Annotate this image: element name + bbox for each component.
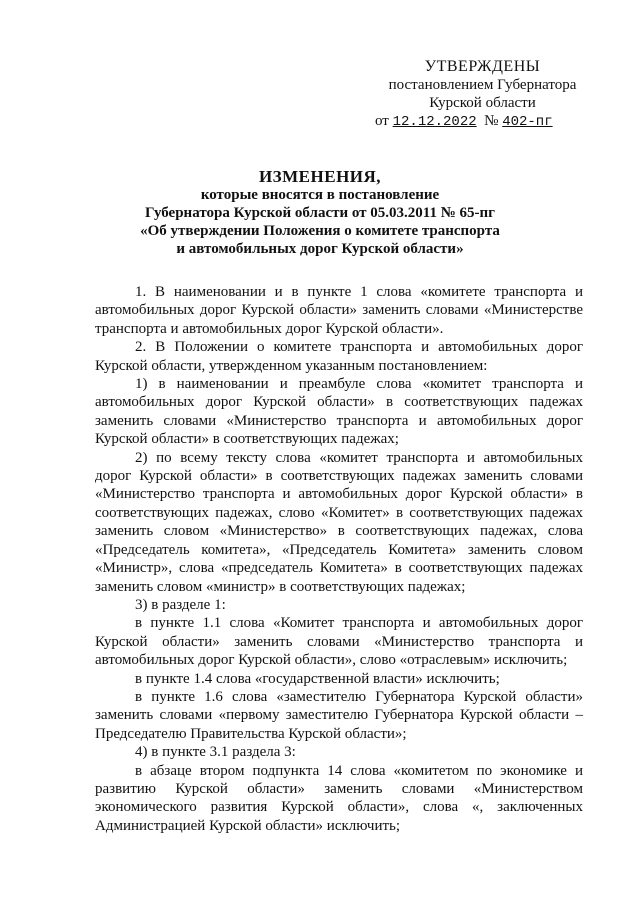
title-line-1: ИЗМЕНЕНИЯ,: [258, 167, 382, 186]
title-line-4: «Об утверждении Положения о комитете транспорта: [140, 223, 500, 239]
approval-block: [375, 58, 590, 131]
document-body: [95, 283, 583, 835]
paragraph-7: в пункте 1.4 слова «государственной власти» исключить;: [135, 670, 500, 687]
paragraph-10: в абзаце втором подпункта 14 слова «комитетом по экономике и развитию Курской области» заменить словами «Министерством экономического развития Курской области», слова «, заключенных Администрацией Курской области» исключить;: [95, 762, 583, 834]
approval-line-2: Курской области: [429, 95, 536, 111]
paragraph-5: 3) в разделе 1:: [135, 596, 226, 613]
paragraph-6: в пункте 1.1 слова «Комитет транспорта и автомобильных дорог Курской области» заменить словами «Министерство транспорта и автомобильных дорог Курской области», слово «отраслевым» исключить;: [95, 615, 583, 669]
paragraph-2: 2. В Положении о комитете транспорта и автомобильных дорог Курской области, утвержденном указанным постановлением:: [95, 339, 583, 374]
approval-line-1: постановлением Губернатора: [388, 77, 577, 93]
approval-date: 12.12.2022: [392, 114, 477, 130]
title-line-3: Губернатора Курской области от 05.03.2011 № 65-пг: [144, 205, 495, 221]
paragraph-3: 1) в наименовании и преамбуле слова «комитет транспорта и автомобильных дорог Курской области» в соответствующих падежах заменить словами «Министерство транспорта и автомобильных дорог Курской области» в соответствующих падежах;: [95, 376, 583, 448]
date-prefix: от: [375, 113, 389, 129]
paragraph-8: в пункте 1.6 слова «заместителю Губернатора Курской области» заменить словами «первому заместителю Губернатора Курской области – Председателю Правительства Курской области»;: [95, 688, 583, 742]
number-prefix: №: [484, 113, 499, 129]
document-title: [95, 168, 545, 258]
approval-date-line: [375, 112, 590, 131]
title-line-2: которые вносятся в постановление: [200, 187, 440, 203]
paragraph-1: 1. В наименовании и в пункте 1 слова «комитете транспорта и автомобильных дорог Курской области» заменить словами «Министерстве транспорта и автомобильных дорог Курской области».: [95, 284, 583, 337]
approval-number: 402-пг: [502, 114, 553, 130]
title-line-5: и автомобильных дорог Курской области»: [176, 241, 464, 257]
paragraph-9: 4) в пункте 3.1 раздела 3:: [135, 744, 296, 761]
paragraph-4: 2) по всему тексту слова «комитет транспорта и автомобильных дорог Курской области» в соответствующих падежах заменить словами «Министерство транспорта и автомобильных дорог Курской области» в соответствующих падежах, слово «Комитет» в соответствующих падежах заменить словом «Министерство» в соответствующих падежах, слова «Председатель комитета», «Председатель Комитета» заменить словом «Министр», слова «председатель Комитета» в соответствующих падежах заменить словом «министр» в соответствующих падежах;: [95, 449, 583, 595]
approval-header: УТВЕРЖДЕНЫ: [424, 58, 541, 75]
